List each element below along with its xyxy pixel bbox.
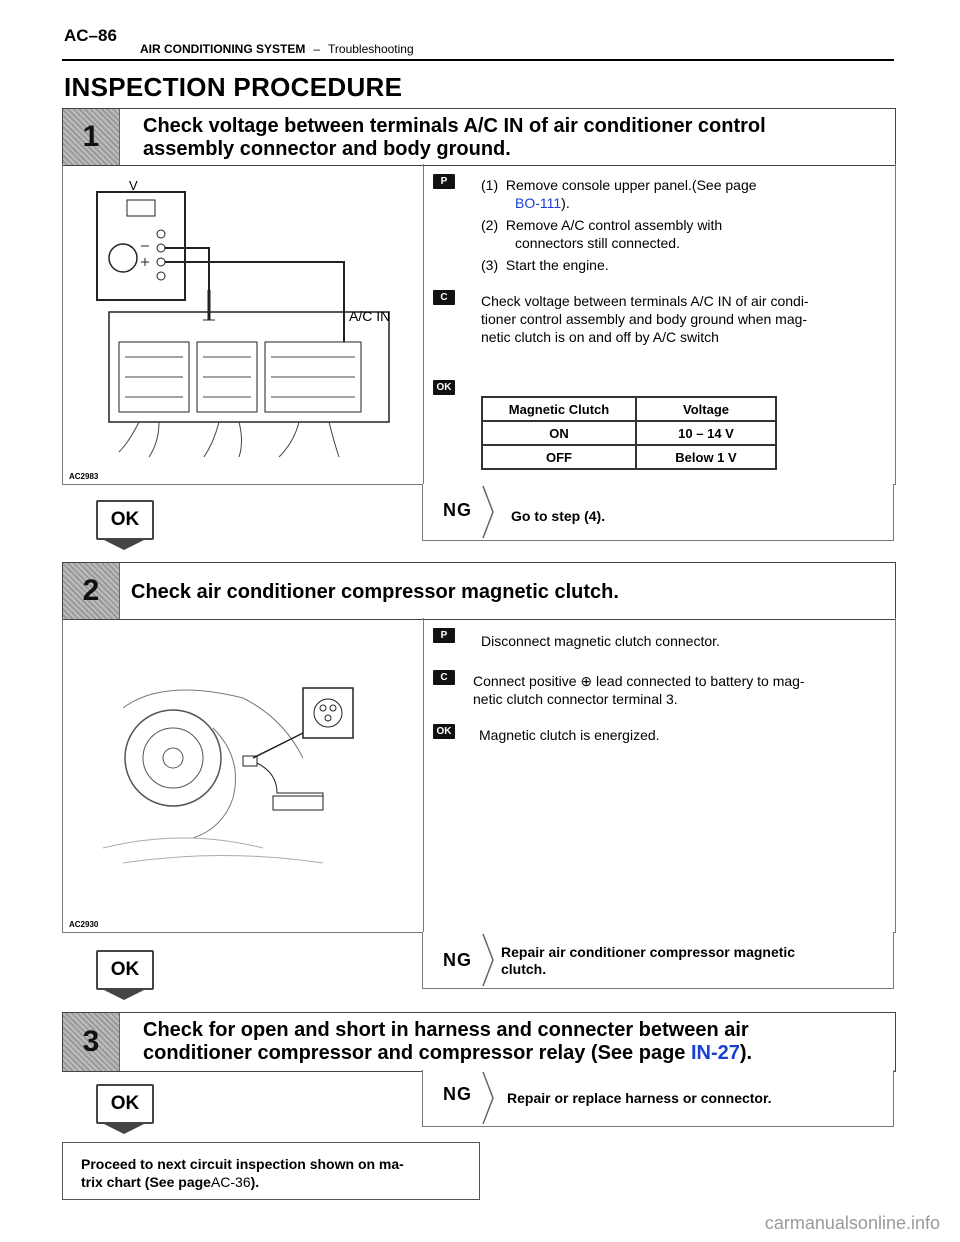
subsection-name: Troubleshooting <box>328 42 414 56</box>
table-header: Voltage <box>636 397 776 421</box>
step-2-ng-box <box>422 932 894 989</box>
check-line1: Check voltage between terminals A/C IN of air condi- <box>481 293 809 309</box>
step-1-body <box>62 164 896 485</box>
prep-tag-icon: P <box>433 174 455 189</box>
ng-text-line2: clutch. <box>501 961 547 977</box>
step-2-ok-text: Magnetic clutch is energized. <box>479 727 660 743</box>
page-title: INSPECTION PROCEDURE <box>64 72 403 102</box>
section-separator: – <box>313 42 321 56</box>
heading-line2-end: ). <box>739 1042 753 1064</box>
table-header-row <box>482 397 776 421</box>
table-cell: OFF <box>482 445 636 469</box>
prep-1-after: ). <box>561 195 570 211</box>
ng-label: NG <box>443 500 472 520</box>
step-3-number: 3 <box>63 1013 120 1071</box>
final-line2-end: ). <box>250 1174 260 1190</box>
step-1-heading-line2: assembly connector and body ground. <box>143 138 511 160</box>
final-line2 <box>81 1173 404 1191</box>
step-2-figure-id: AC2930 <box>69 920 99 929</box>
ok-tag-icon: OK <box>433 724 455 739</box>
section-title <box>140 42 414 56</box>
final-instruction-text <box>81 1155 404 1191</box>
figure-voltmeter-label: V <box>129 178 138 193</box>
watermark: carmanualsonline.info <box>764 1213 940 1233</box>
step-2-divider <box>423 618 424 932</box>
ng-arrow-icon <box>481 932 495 988</box>
step-2-heading: Check air conditioner compressor magnetic clutch. <box>131 581 619 603</box>
step-1-divider <box>423 164 424 484</box>
ng-arrow-icon <box>481 484 495 540</box>
table-cell: 10 – 14 V <box>636 421 776 445</box>
voltage-table <box>481 396 777 470</box>
step-1-result-row <box>62 484 894 540</box>
check-line3: netic clutch is on and off by A/C switch <box>481 329 719 345</box>
check-tag-icon: C <box>433 670 455 685</box>
step-3-header <box>62 1012 896 1072</box>
table-row <box>482 445 776 469</box>
final-page-ref: AC-36 <box>210 1174 251 1190</box>
step-1-prep-2 <box>481 216 722 252</box>
final-line1: Proceed to next circuit inspection shown on ma- <box>81 1156 404 1172</box>
step-2-body <box>62 618 896 933</box>
ng-label: NG <box>443 1084 472 1104</box>
step-2-check-text <box>473 672 805 708</box>
table-cell: Below 1 V <box>636 445 776 469</box>
prep-2-text-2: connectors still connected. <box>515 235 680 251</box>
step-2-prep-text: Disconnect magnetic clutch connector. <box>481 633 720 649</box>
ng-text-line1: Repair air conditioner compressor magnetic <box>501 944 796 960</box>
step-3-ng-box <box>422 1070 894 1127</box>
step-1-prep-1 <box>481 176 757 212</box>
step-2-clutch-figure <box>103 668 403 868</box>
prep-tag-icon: P <box>433 628 455 643</box>
table-row <box>482 421 776 445</box>
page-number: AC–86 <box>64 26 117 45</box>
step-1-ok-tab[interactable]: OK <box>96 500 154 540</box>
step-1-heading-line1: Check voltage between terminals A/C IN of air conditioner control <box>143 115 766 137</box>
step-1-ng-text: Go to step (4). <box>511 508 606 524</box>
step-1-header <box>62 108 896 166</box>
step-3-heading-line2 <box>143 1042 752 1065</box>
prep-1-text: Remove console upper panel.(See page <box>505 177 757 193</box>
final-instruction-box <box>62 1142 480 1200</box>
step-2-header <box>62 562 896 620</box>
prep-3-num: (3) <box>481 257 499 273</box>
step-2-number: 2 <box>63 563 120 619</box>
final-line2-text: trix chart (See page <box>81 1174 211 1190</box>
step-3-page-link[interactable]: IN-27 <box>690 1042 740 1064</box>
ok-tag-icon: OK <box>433 380 455 395</box>
check-line2: netic clutch connector terminal 3. <box>473 691 678 707</box>
step-1-prep-3 <box>481 256 609 274</box>
step-1-number: 1 <box>63 109 120 165</box>
ng-label: NG <box>443 950 472 970</box>
figure-acin-label: A/C IN <box>349 308 391 324</box>
check-line1: Connect positive ⊕ lead connected to battery to mag- <box>473 673 805 689</box>
prep-1-num: (1) <box>481 177 499 193</box>
section-name: AIR CONDITIONING SYSTEM <box>140 42 306 56</box>
step-2-ng-text <box>501 944 795 978</box>
step-1-ng-box <box>422 484 894 541</box>
step-1-heading <box>143 115 766 161</box>
step-3-heading <box>143 1019 752 1065</box>
prep-2-num: (2) <box>481 217 499 233</box>
step-3-ng-text: Repair or replace harness or connector. <box>507 1090 772 1106</box>
step-3-ok-tab[interactable]: OK <box>96 1084 154 1124</box>
prep-3-text: Start the engine. <box>505 257 609 273</box>
step-1-figure-id: AC2983 <box>69 472 99 481</box>
step-3-result-row <box>62 1070 894 1126</box>
ng-arrow-icon <box>481 1070 495 1126</box>
step-2-result-row <box>62 932 894 988</box>
header-rule <box>62 59 894 61</box>
heading-line2-text: conditioner compressor and compressor relay (See page <box>143 1042 691 1064</box>
table-header: Magnetic Clutch <box>482 397 636 421</box>
table-cell: ON <box>482 421 636 445</box>
check-tag-icon: C <box>433 290 455 305</box>
step-1-check-text <box>481 292 809 346</box>
step-3-heading-line1: Check for open and short in harness and connecter between air <box>143 1019 749 1041</box>
step-2-ok-tab[interactable]: OK <box>96 950 154 990</box>
prep-1-link[interactable]: BO-111 <box>515 195 562 211</box>
prep-2-text: Remove A/C control assembly with <box>505 217 723 233</box>
check-line2: tioner control assembly and body ground when mag- <box>481 311 808 327</box>
